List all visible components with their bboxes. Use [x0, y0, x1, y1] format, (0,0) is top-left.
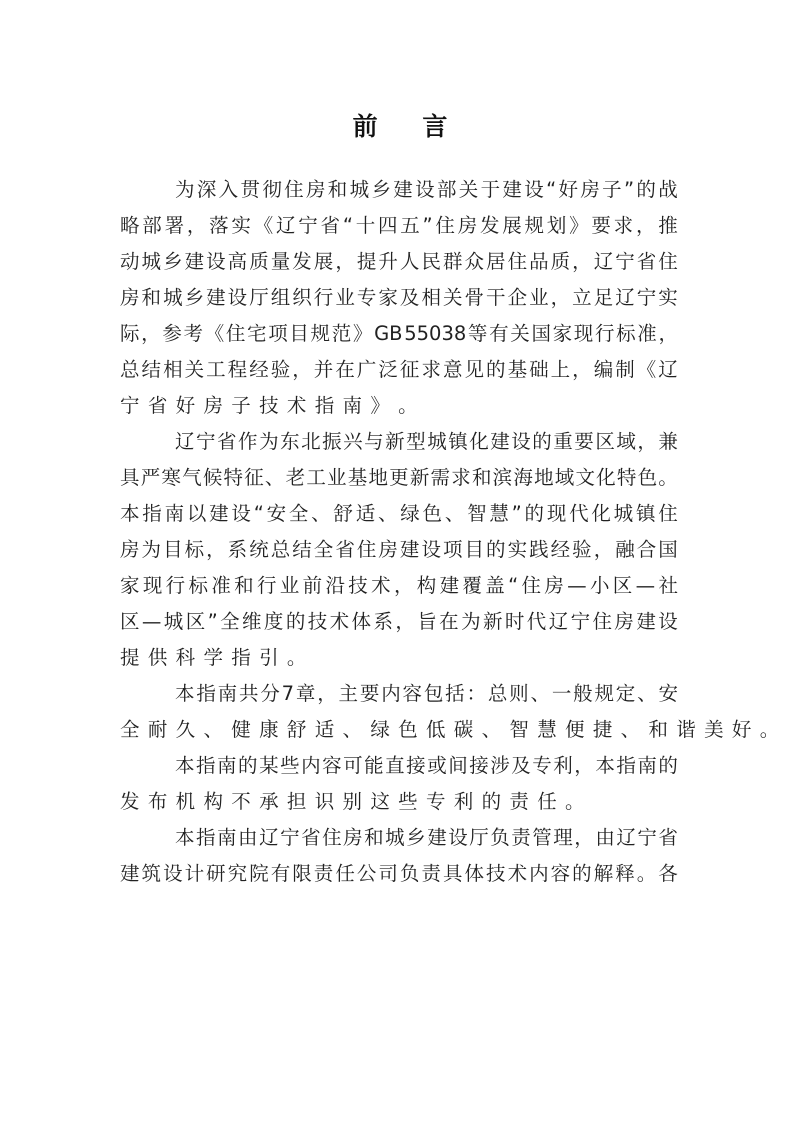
text-line: 全 耐 久 、 健 康 舒 适 、 绿 色 低 碳 、 智 慧 便 捷 、 和 谐 美 好 。: [120, 718, 780, 741]
text-line: 辽 宁 省 作 为 东 北 振 兴 与 新 型 城 镇 化 建 设 的 重 要 区 域 ， 兼: [175, 430, 678, 453]
document-body: [120, 172, 780, 892]
text-line: 房 和 城 乡 建 设 厅 组 织 行 业 专 家 及 相 关 骨 干 企 业 ， 立 足 辽 宁 实: [120, 286, 678, 309]
text-line: 宁 省 好 房 子 技 术 指 南 》 。: [120, 394, 418, 417]
text-line: 总 结 相 关 工 程 经 验 ， 并 在 广 泛 征 求 意 见 的 基 础 上 ， 编 制 《 辽: [120, 358, 678, 381]
text-line: 家 现 行 标 准 和 行 业 前 沿 技 术 ， 构 建 覆 盖 “ 住 房 — 小 区 — 社: [120, 574, 678, 597]
text-line: 本 指 南 的 某 些 内 容 可 能 直 接 或 间 接 涉 及 专 利 ， 本 指 南 的: [175, 754, 678, 777]
text-line: 提 供 科 学 指 引 。: [120, 646, 307, 669]
text-line: 动 城 乡 建 设 高 质 量 发 展 ， 提 升 人 民 群 众 居 住 品 质 ， 辽 宁 省 住: [120, 250, 678, 273]
text-line: 建 筑 设 计 研 究 院 有 限 责 任 公 司 负 责 具 体 技 术 内 容 的 解 释 。 各: [120, 862, 678, 885]
page-title: 前 言: [352, 112, 466, 141]
text-line: 本 指 南 由 辽 宁 省 住 房 和 城 乡 建 设 厅 负 责 管 理 ， 由 辽 宁 省: [175, 826, 678, 849]
text-line: 际 ， 参 考 《 住 宅 项 目 规 范 》 GB 55038 等 有 关 国 家 现 行 标 准 ，: [120, 322, 678, 345]
text-line: 为 深 入 贯 彻 住 房 和 城 乡 建 设 部 关 于 建 设 “ 好 房 子 ” 的 战: [175, 178, 678, 201]
text-line: 区 — 城 区 ” 全 维 度 的 技 术 体 系 ， 旨 在 为 新 时 代 辽 宁 住 房 建 设: [120, 610, 678, 633]
text-line: 具 严 寒 气 候 特 征 、 老 工 业 基 地 更 新 需 求 和 滨 海 地 域 文 化 特 色 。: [120, 466, 678, 489]
text-line: 发 布 机 构 不 承 担 识 别 这 些 专 利 的 责 任 。: [120, 790, 585, 813]
text-line: 本 指 南 共 分 7 章 ， 主 要 内 容 包 括 ： 总 则 、 一 般 规 定 、 安: [175, 682, 678, 705]
text-line: 略 部 署 ， 落 实 《 辽 宁 省 “ 十 四 五 ” 住 房 发 展 规 划 》 要 求 ， 推: [120, 214, 678, 237]
text-line: 房 为 目 标 ， 系 统 总 结 全 省 住 房 建 设 项 目 的 实 践 经 验 ， 融 合 国: [120, 538, 678, 561]
text-line: 本 指 南 以 建 设 “ 安 全 、 舒 适 、 绿 色 、 智 慧 ” 的 现 代 化 城 镇 住: [120, 502, 678, 525]
